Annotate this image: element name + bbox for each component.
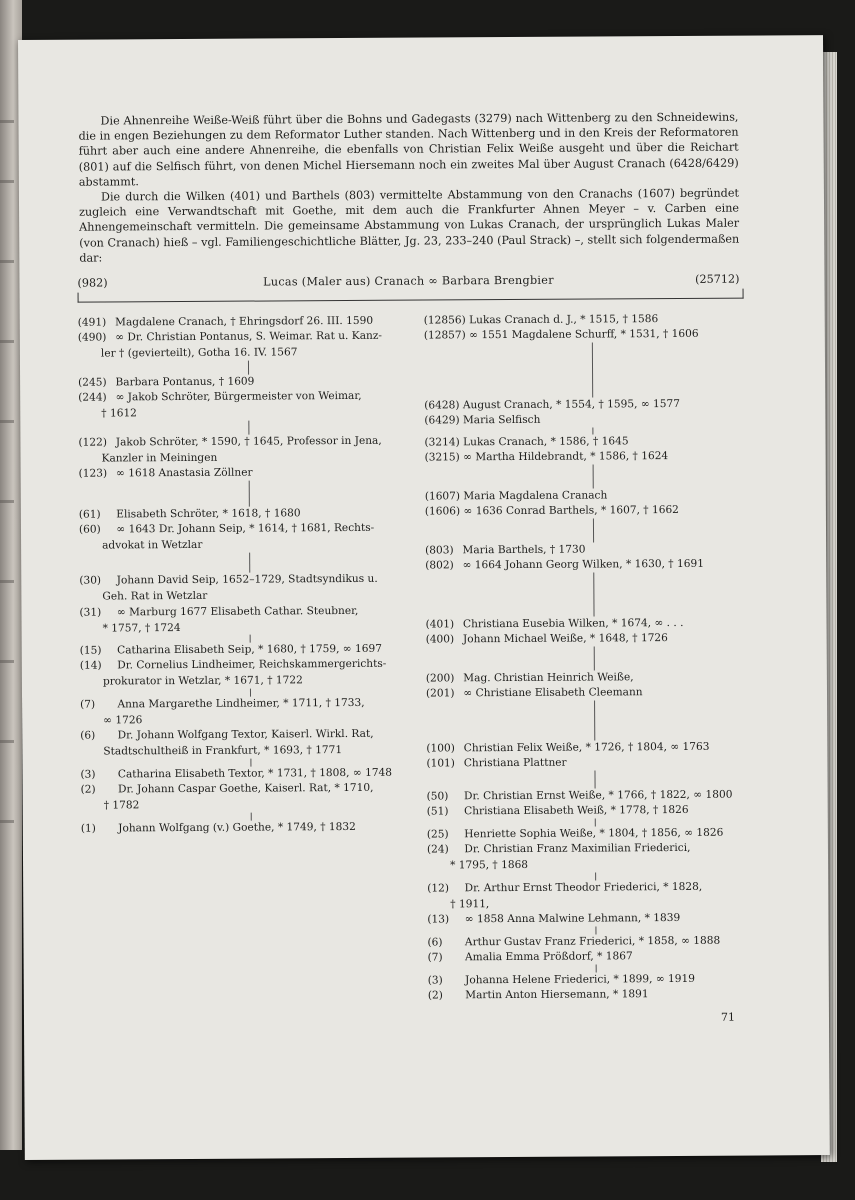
tree-entry: (60) ∞ 1643 Dr. Johann Seip, * 1614, † 1681, Rechts- advokat in Wetzlar — [78, 521, 375, 551]
tree-entry: (6) Dr. Johann Wolfgang Textor, Kaiserl. Wirkl. Rat, Stadtschultheiß in Frankfurt, * 1693, † 1771 — [80, 727, 374, 757]
tree-entry: (803) Maria Barthels, † 1730 — [425, 543, 586, 557]
descent-line — [592, 342, 593, 397]
tree-entry: (12) Dr. Arthur Ernst Theodor Friederici, * 1828, † 1911, — [427, 880, 703, 910]
descent-line — [249, 481, 250, 507]
tree-entry: (201) ∞ Christiane Elisabeth Cleemann — [425, 686, 643, 700]
intro-text — [78, 110, 739, 266]
ancestor-right-number: (25712) — [695, 272, 740, 286]
descent-line — [249, 553, 250, 573]
tree-entry: (3) Johanna Helene Friederici, * 1899, ∞ 1919 — [427, 972, 696, 987]
tree-entry: (1) Johann Wolfgang (v.) Goethe, * 1749, † 1832 — [80, 820, 356, 835]
left-branch-tick — [78, 293, 79, 303]
right-branch-tick — [743, 289, 744, 299]
descent-line — [595, 926, 596, 934]
tree-entry: (12856) Lukas Cranach d. J., * 1515, † 1586 — [423, 313, 659, 327]
goethe-lineage — [77, 314, 418, 835]
ancestor-left-number: (982) — [77, 276, 108, 290]
branch-divider-line — [78, 298, 744, 303]
descent-line — [250, 635, 251, 643]
intro-paragraph-2: Die durch die Wilken (401) und Barthels (803) vermittelte Abstammung von den Cranachs (1607) begründet zugleich eine Verwandtschaft mit Goethe, mit dem auch die Frankfurter Ahnen Meyer – v. Carben eine Ahnengemeinschaft vermitteln. Die gemeinsame Abstammung von Lukas Cranach, der ursprünglich Lukas Maler (von Cranach) hieß – vgl. Familiengeschichtliche Blätter, Jg. 23, 233–240 (Paul Strack) –, stellt sich folgendermaßen dar: — [79, 186, 740, 265]
tree-entry: (490) ∞ Dr. Christian Pontanus, S. Weimar. Rat u. Kanz- ler † (gevierteilt), Gotha 16. IV. 1567 — [77, 329, 383, 359]
tree-entry: (7) Anna Margarethe Lindheimer, * 1711, † 1733, ∞ 1726 — [80, 696, 365, 726]
tree-entry: (3) Catharina Elisabeth Textor, * 1731, † 1808, ∞ 1748 — [80, 766, 393, 781]
common-ancestor-row — [77, 273, 739, 293]
descent-line — [593, 572, 594, 616]
descent-line — [593, 518, 594, 542]
descent-line — [250, 759, 251, 767]
descent-line — [594, 646, 595, 670]
tree-entry: (123) ∞ 1618 Anastasia Zöllner — [78, 466, 253, 480]
tree-entry: (6428) August Cranach, * 1554, † 1595, ∞ 1577 — [424, 397, 681, 412]
tree-entry: (6) Arthur Gustav Franz Friederici, * 1858, ∞ 1888 — [427, 934, 721, 949]
tree-entry: (802) ∞ 1664 Johann Georg Wilken, * 1630, † 1691 — [425, 557, 704, 572]
tree-entry: (245) Barbara Pontanus, † 1609 — [78, 375, 255, 389]
descent-line — [251, 813, 252, 821]
ancestor-couple: Lucas (Maler aus) Cranach ∞ Barbara Brengbier — [263, 273, 554, 289]
tree-entry: (24) Dr. Christian Franz Maximilian Friederici, * 1795, † 1868 — [426, 841, 691, 871]
tree-entry: (14) Dr. Cornelius Lindheimer, Reichskammergerichts- prokurator in Wetzlar, * 1671, † 1722 — [79, 657, 387, 687]
tree-entry: (15) Catharina Elisabeth Seip, * 1680, † 1759, ∞ 1697 — [79, 642, 382, 657]
tree-entry: (200) Mag. Christian Heinrich Weiße, — [425, 671, 634, 685]
tree-entry: (400) Johann Michael Weiße, * 1648, † 1726 — [425, 632, 668, 646]
descent-line — [248, 421, 249, 435]
descent-line — [594, 770, 595, 788]
tree-entry: (1607) Maria Magdalena Cranach — [424, 489, 608, 503]
descent-line — [592, 427, 593, 434]
tree-entry: (2) Martin Anton Hiersemann, * 1891 — [427, 988, 649, 1002]
tree-entry: (61) Elisabeth Schröter, * 1618, † 1680 — [78, 507, 301, 521]
book-page — [18, 35, 830, 1160]
tree-entry: (401) Christiana Eusebia Wilken, * 1674, ∞ . . . — [425, 616, 684, 631]
descent-line — [248, 361, 249, 375]
tree-entry: (51) Christiana Elisabeth Weiß, * 1778, † 1826 — [426, 803, 689, 818]
descent-line — [250, 689, 251, 697]
tree-entry: (31) ∞ Marburg 1677 Elisabeth Cathar. Steubner, * 1757, † 1724 — [79, 604, 359, 634]
tree-entry: (491) Magdalene Cranach, † Ehringsdorf 26. III. 1590 — [77, 314, 374, 329]
descent-line — [596, 964, 597, 972]
hiersemann-lineage — [423, 312, 754, 1002]
tree-entry: (25) Henriette Sophia Weiße, * 1804, † 1856, ∞ 1826 — [426, 826, 724, 841]
tree-entry: (1606) ∞ 1636 Conrad Barthels, * 1607, † 1662 — [424, 503, 679, 518]
tree-entry: (122) Jakob Schröter, * 1590, † 1645, Professor in Jena, Kanzler in Meiningen — [78, 434, 382, 464]
tree-entry: (3214) Lukas Cranach, * 1586, † 1645 — [424, 435, 629, 449]
descent-line — [594, 700, 595, 740]
tree-entry: (101) Christiana Plattner — [426, 756, 567, 770]
tree-entry: (7) Amalia Emma Prößdorf, * 1867 — [427, 950, 633, 964]
descent-line — [595, 872, 596, 880]
tree-entry: (12857) ∞ 1551 Magdalene Schurff, * 1531, † 1606 — [423, 327, 699, 342]
tree-entry: (100) Christian Felix Weiße, * 1726, † 1804, ∞ 1763 — [426, 740, 710, 755]
descent-line — [595, 818, 596, 826]
tree-entry: (6429) Maria Selfisch — [424, 413, 541, 427]
tree-entry: (2) Dr. Johann Caspar Goethe, Kaiserl. Rat, * 1710, † 1782 — [80, 781, 374, 811]
intro-paragraph-1: Die Ahnenreihe Weiße-Weiß führt über die Bohns und Gadegasts (3279) nach Wittenberg zu den Schneidewins, die in engen Beziehungen zu dem Reformator Luther standen. Nach Wittenberg und in den Kreis der Reformatoren führt aber auch eine andere Ahnenreihe, die ebenfalls von Christian Felix Weiße ausgeht und über die Reichart (801) auf die Selfisch führt, von denen Michel Hiersemann noch ein zweites Mal über August Cranach (6428/6429) abstammt. — [78, 110, 739, 189]
tree-entry: (50) Dr. Christian Ernst Weiße, * 1766, † 1822, ∞ 1800 — [426, 788, 733, 803]
tree-entry: (30) Johann David Seip, 1652–1729, Stadtsyndikus u. Geh. Rat in Wetzlar — [79, 572, 378, 602]
descent-line — [593, 464, 594, 488]
tree-entry: (13) ∞ 1858 Anna Malwine Lehmann, * 1839 — [427, 911, 681, 926]
page-number: 71 — [720, 1010, 736, 1024]
tree-entry: (244) ∞ Jakob Schröter, Bürgermeister von Weimar, † 1612 — [78, 389, 362, 419]
tree-entry: (3215) ∞ Martha Hildebrandt, * 1586, † 1624 — [424, 450, 669, 464]
